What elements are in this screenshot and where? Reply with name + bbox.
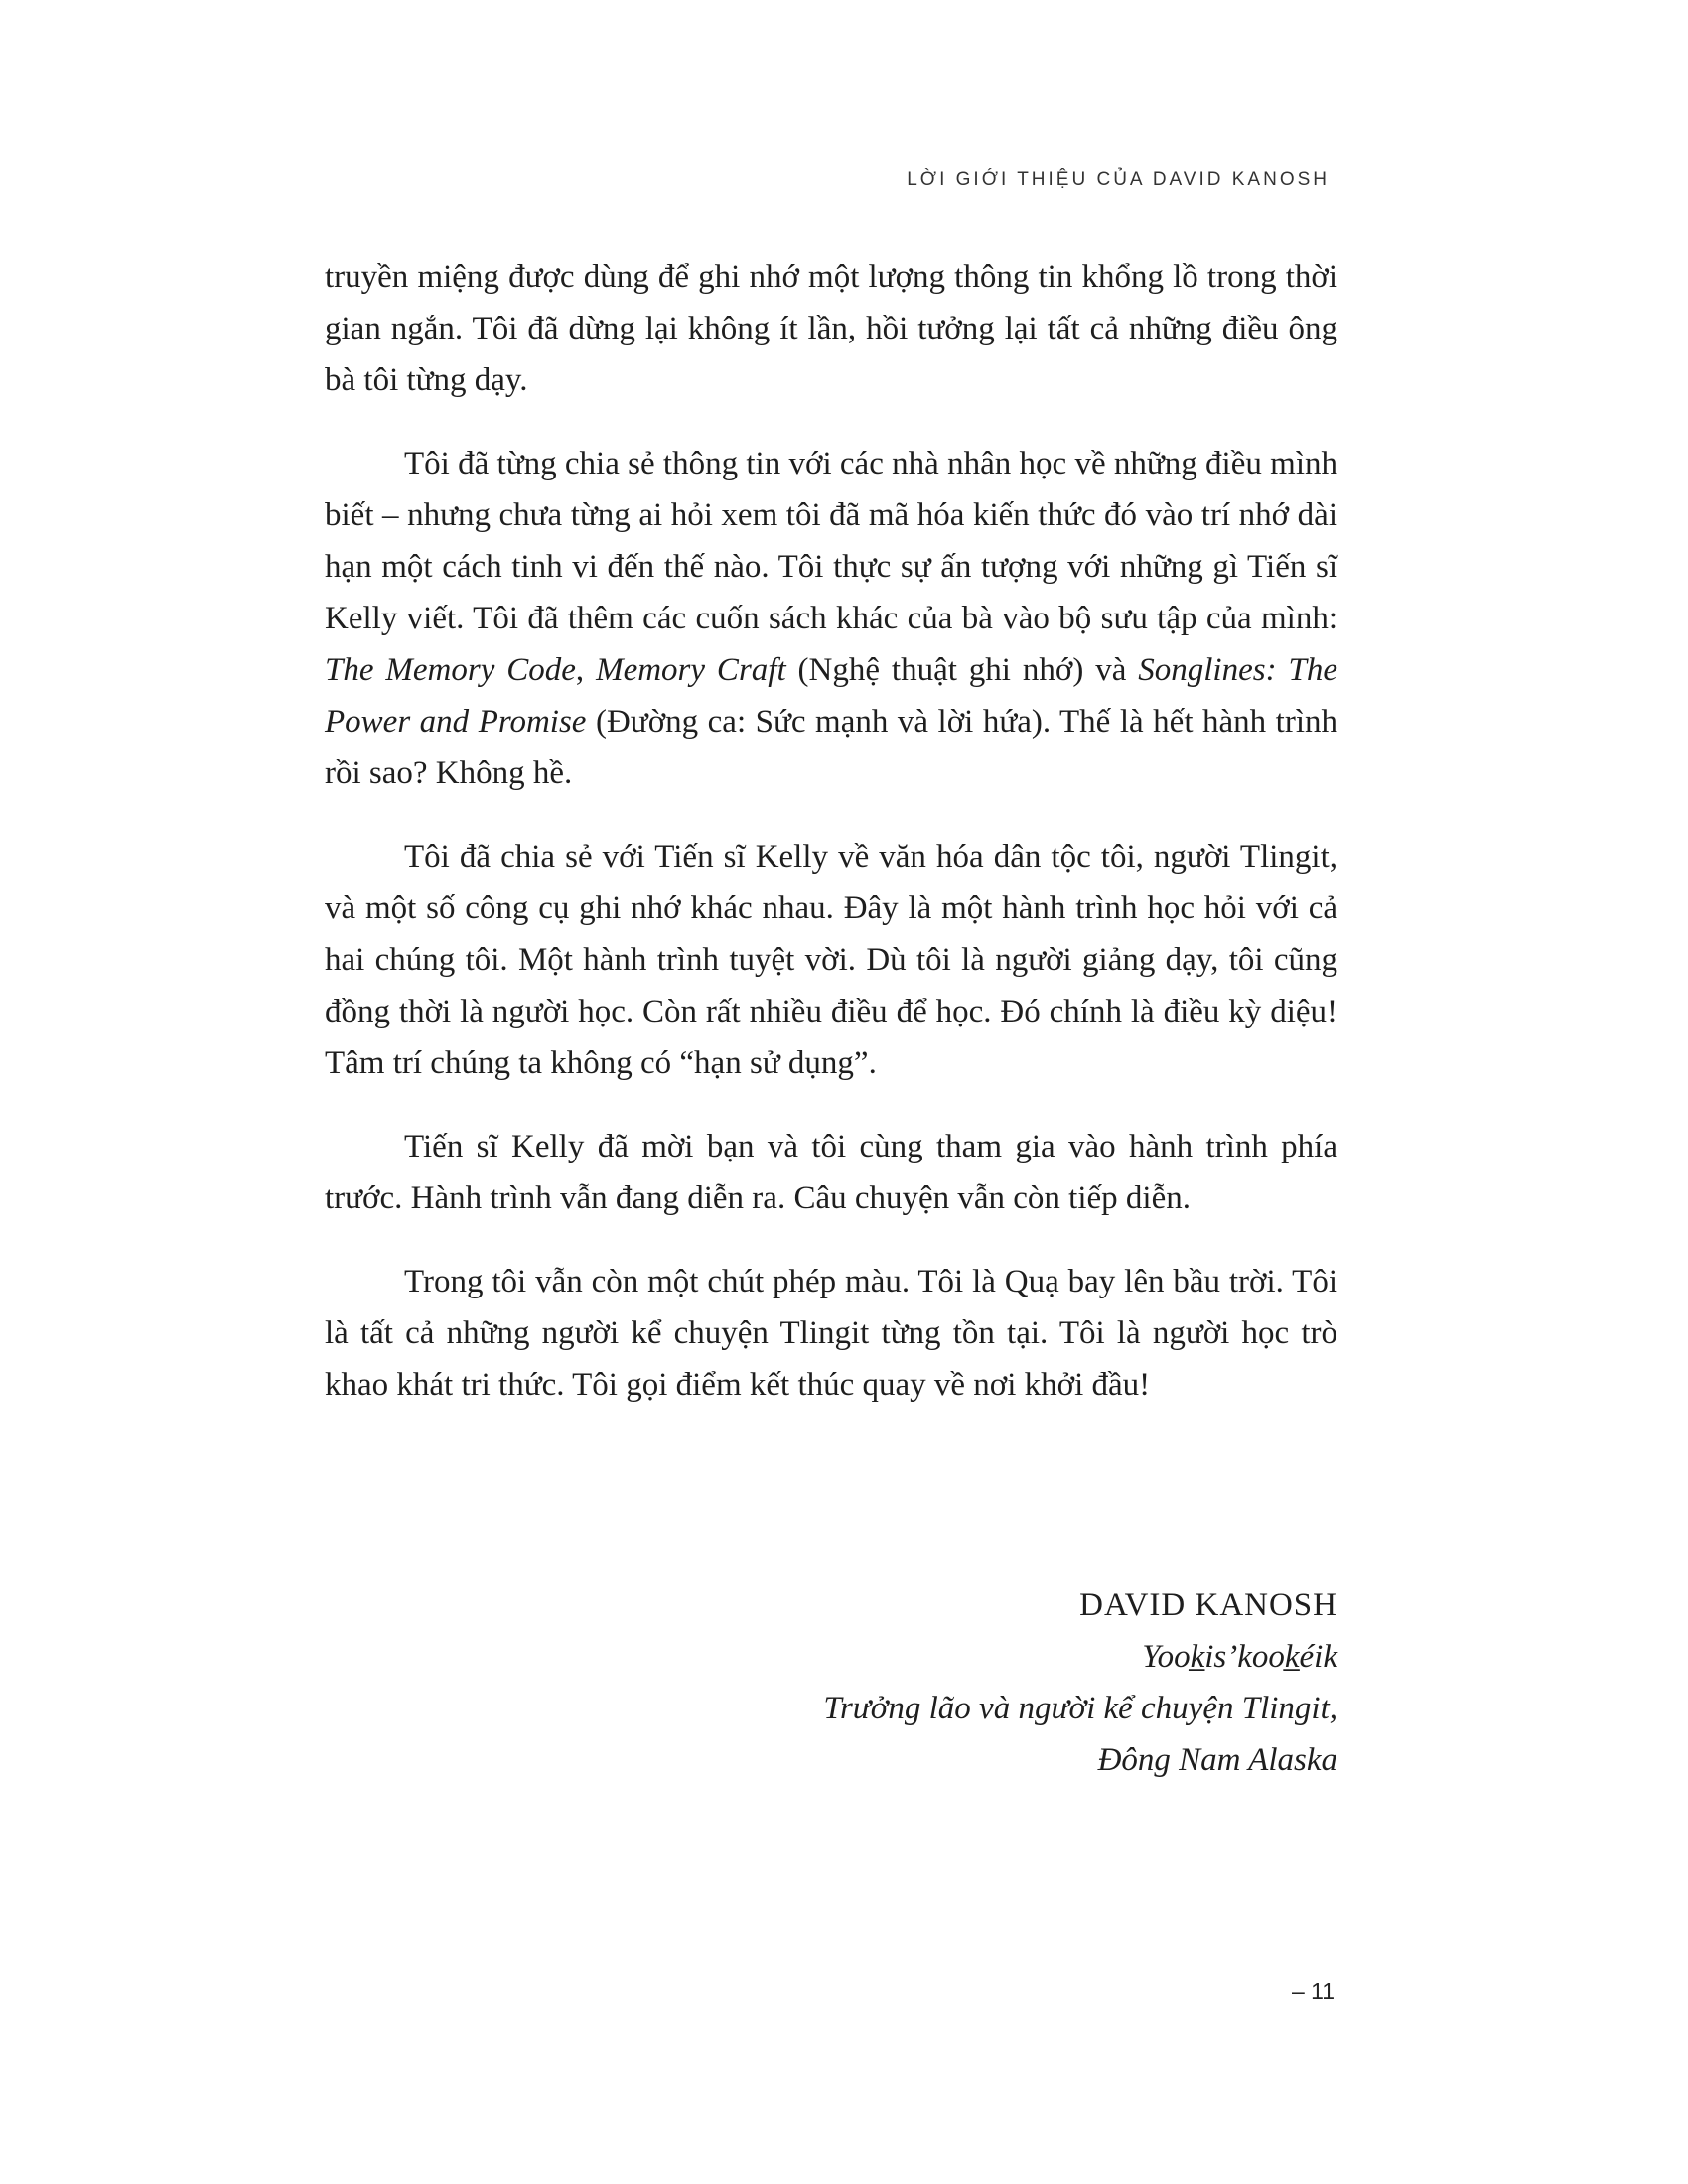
paragraph-3: Tôi đã chia sẻ với Tiến sĩ Kelly về văn hóa dân tộc tôi, người Tlingit, và một số công cụ ghi nhớ khác nhau. Đây là một hành trình học hỏi với cả hai chúng tôi. Một hành trình tuyệt vời. Dù tôi là người giảng dạy, tôi cũng đồng thời là người học. Còn rất nhiều điều để học. Đó chính là điều kỳ diệu! Tâm trí chúng ta không có “hạn sử dụng”. bbox=[325, 839, 1337, 1081]
book-title-songlines: Songlines: The Power and Promise bbox=[325, 652, 1337, 740]
signature-block bbox=[823, 1579, 1337, 1786]
body-text bbox=[325, 251, 1337, 1442]
author-native-name: Yook̲is’kook̲éik bbox=[1142, 1639, 1337, 1675]
running-header: LỜI GIỚI THIỆU CỦA DAVID KANOSH bbox=[907, 169, 1330, 190]
author-role: Trưởng lão và người kể chuyện Tlingit, bbox=[823, 1691, 1337, 1726]
paragraph-1: truyền miệng được dùng để ghi nhớ một lượng thông tin khổng lồ trong thời gian ngắn. Tôi đã dừng lại không ít lần, hồi tưởng lại tất cả những điều ông bà tôi từng dạy. bbox=[325, 259, 1337, 398]
paragraph-4: Tiến sĩ Kelly đã mời bạn và tôi cùng tham gia vào hành trình phía trước. Hành trình vẫn đang diễn ra. Câu chuyện vẫn còn tiếp diễn. bbox=[325, 1129, 1337, 1216]
author-location: Đông Nam Alaska bbox=[1097, 1742, 1337, 1778]
paragraph-2-text-c: (Đường ca: Sức mạnh và lời hứa). Thế là hết hành trình rồi sao? Không hề. bbox=[325, 704, 1337, 791]
book-title-separator: , bbox=[575, 652, 597, 688]
book-title-memory-code: The Memory Code bbox=[325, 652, 576, 688]
page-number: – 11 bbox=[1291, 1979, 1335, 2004]
paragraph-2 bbox=[325, 438, 1337, 799]
author-name: DAVID KANOSH bbox=[1079, 1587, 1337, 1623]
book-title-memory-craft: Memory Craft bbox=[596, 652, 786, 688]
paragraph-5: Trong tôi vẫn còn một chút phép màu. Tôi là Quạ bay lên bầu trời. Tôi là tất cả những người kể chuyện Tlingit từng tồn tại. Tôi là người học trò khao khát tri thức. Tôi gọi điểm kết thúc quay về nơi khởi đầu! bbox=[325, 1264, 1337, 1403]
paragraph-2-text-a: Tôi đã từng chia sẻ thông tin với các nhà nhân học về những điều mình biết – nhưng chưa từng ai hỏi xem tôi đã mã hóa kiến thức đó vào trí nhớ dài hạn một cách tinh vi đến thế nào. Tôi thực sự ấn tượng với những gì Tiến sĩ Kelly viết. Tôi đã thêm các cuốn sách khác của bà vào bộ sưu tập của mình: bbox=[325, 446, 1337, 636]
paragraph-2-text-b: (Nghệ thuật ghi nhớ) và bbox=[785, 652, 1139, 688]
